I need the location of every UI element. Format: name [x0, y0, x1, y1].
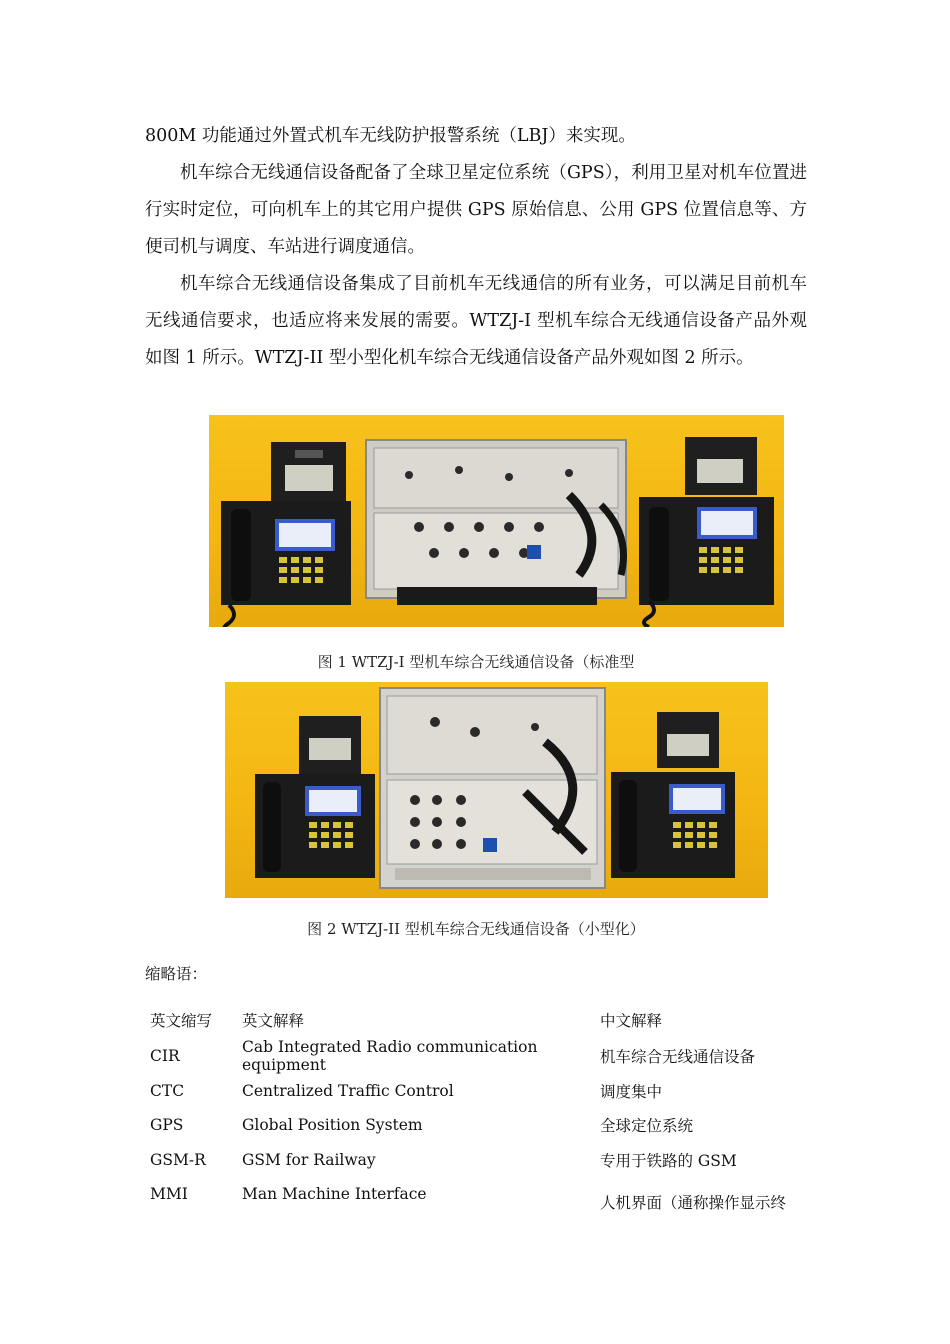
- english-cell: Cab Integrated Radio communication equipment: [242, 1037, 538, 1074]
- table-row: [145, 1108, 810, 1143]
- header-abbr: 英文缩写: [150, 1012, 213, 1031]
- table-header-row: [145, 1003, 810, 1038]
- abbr-cell: GSM-R: [150, 1150, 206, 1169]
- figure-2-photo: [225, 682, 768, 898]
- chinese-cell: 人机界面（通称操作显示终: [600, 1194, 787, 1212]
- paragraph-2: 机车综合无线通信设备配备了全球卫星定位系统（GPS），利用卫星对机车位置进行实时定位，可向机车上的其它用户提供 GPS 原始信息、公用 GPS 位置信息等、方便司机与调度、车站进行调度通信。: [145, 163, 807, 257]
- chinese-cell: 机车综合无线通信设备: [600, 1047, 756, 1066]
- table-row: [145, 1038, 810, 1074]
- header-english: 英文解释: [242, 1012, 305, 1031]
- abbr-cell: CIR: [150, 1046, 180, 1065]
- paragraph-1: 800M 功能通过外置式机车无线防护报警系统（LBJ）来实现。: [145, 126, 636, 146]
- figure-1-caption: 图 1 WTZJ-I 型机车综合无线通信设备（标准型: [317, 653, 635, 671]
- chinese-cell: 专用于铁路的 GSM: [600, 1151, 737, 1170]
- chinese-cell: 全球定位系统: [600, 1117, 694, 1136]
- header-chinese: 中文解释: [600, 1012, 663, 1031]
- english-cell: Man Machine Interface: [242, 1185, 427, 1203]
- english-cell: Centralized Traffic Control: [242, 1081, 454, 1100]
- equipment-illustration-1: [209, 415, 784, 627]
- paragraph-3: 机车综合无线通信设备集成了目前机车无线通信的所有业务，可以满足目前机车无线通信要求，也适应将来发展的需要。WTZJ-I 型机车综合无线通信设备产品外观如图 1 所示。WTZJ-II 型小型化机车综合无线通信设备产品外观如图 2 所示。: [145, 274, 807, 368]
- abbreviations-table: [145, 1003, 810, 1226]
- equipment-illustration-2: [225, 682, 768, 898]
- abbr-cell: CTC: [150, 1081, 185, 1100]
- chinese-cell: 调度集中: [600, 1082, 663, 1101]
- figure-1-photo: [209, 415, 784, 627]
- abbreviations-title: 缩略语：: [145, 965, 208, 983]
- english-cell: Global Position System: [242, 1116, 423, 1135]
- english-cell: GSM for Railway: [242, 1150, 376, 1169]
- figure-2-caption: 图 2 WTZJ-II 型机车综合无线通信设备（小型化）: [307, 920, 645, 938]
- abbr-cell: MMI: [150, 1185, 188, 1203]
- table-row: [145, 1177, 810, 1226]
- table-row: [145, 1143, 810, 1178]
- table-row: [145, 1074, 810, 1109]
- abbr-cell: GPS: [150, 1116, 184, 1135]
